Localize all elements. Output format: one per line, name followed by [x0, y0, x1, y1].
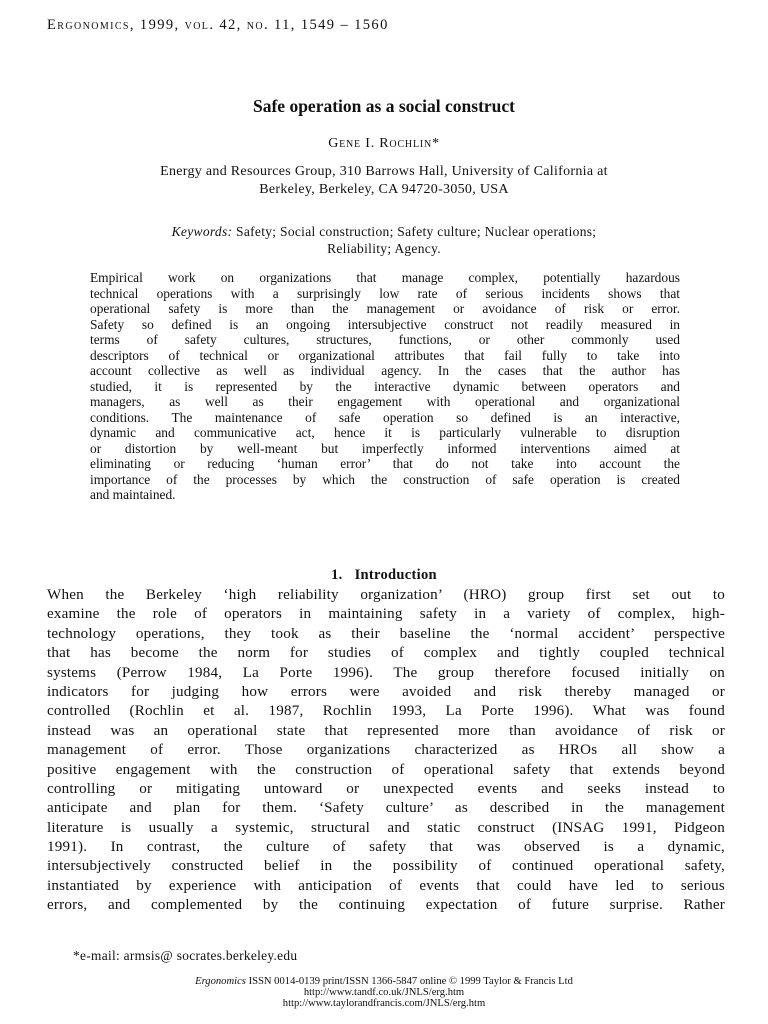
affiliation-line: Energy and Resources Group, 310 Barrows Hall, University of California at: [160, 164, 608, 179]
abstract-line: account collective as well as individual agency. In the cases that the author has: [90, 363, 680, 378]
keywords-line: Reliability; Agency.: [327, 241, 441, 256]
body-line: indicators for judging how errors were avoided and risk thereby managed or: [47, 683, 725, 700]
body-line: that has become the norm for studies of complex and tightly coupled technical: [47, 645, 725, 662]
abstract-line: descriptors of technical or organizational attributes that fail fully to take into: [90, 347, 680, 363]
section-heading: [0, 567, 768, 584]
abstract-line: technical operations with a surprisingly low rate of serious incidents shows that: [90, 285, 680, 301]
publisher-footer: [0, 976, 768, 1009]
abstract-line: dynamic and communicative act, hence it is particularly vulnerable to disruption: [90, 425, 680, 440]
article-title: Safe operation as a social construct: [253, 96, 515, 116]
footer-url-link[interactable]: http://www.taylorandfrancis.com/JNLS/erg.htm: [282, 998, 486, 1009]
body-line: literature is usually a systemic, structural and static construct (INSAG 1991, Pidgeon: [47, 819, 725, 836]
footer-url-link[interactable]: http://www.tandf.co.uk/JNLS/erg.htm: [303, 987, 465, 998]
affiliation-line: Berkeley, Berkeley, CA 94720-3050, USA: [259, 182, 509, 197]
footer-issn: ISSN 0014-0139 print/ISSN 1366-5847 online © 1999 Taylor & Francis Ltd: [248, 976, 573, 987]
body-line: 1991). In contrast, the culture of safety that was observed is a dynamic,: [47, 839, 725, 856]
body-line: errors, and complemented by the continuing expectation of future surprise. Rather: [47, 897, 725, 914]
abstract-line: Empirical work on organizations that manage complex, potentially hazardous: [90, 270, 680, 285]
abstract-line: eliminating or reducing ‘human error’ that do not take into account the: [90, 456, 680, 471]
footer-issn-line: [0, 976, 768, 987]
author-affiliation: [0, 163, 768, 199]
body-line: anticipate and plan for them. ‘Safety culture’ as described in the management: [47, 800, 725, 817]
abstract-line: terms of safety cultures, structures, functions, or other commonly used: [90, 332, 680, 347]
body-line: controlling or mitigating untoward or unexpected events and seeks instead to: [47, 780, 725, 797]
body-line: intersubjectively constructed belief in the possibility of continued operational safety,: [47, 858, 725, 875]
keywords: [0, 223, 768, 257]
abstract-line: conditions. The maintenance of safe operation so defined is an interactive,: [90, 409, 680, 425]
body-line: instantiated by experience with anticipation of events that could have led to serious: [47, 877, 725, 894]
running-head: Ergonomics, 1999, vol. 42, no. 11, 1549 – 1560: [47, 17, 389, 33]
abstract-line: or distortion by well-meant but imperfectly informed interventions aimed at: [90, 440, 680, 456]
body-line: management of error. Those organizations characterized as HROs all show a: [47, 742, 725, 759]
abstract: [90, 270, 680, 503]
keywords-list: Safety; Social construction; Safety culture; Nuclear operations;: [236, 224, 597, 239]
abstract-line: studied, it is represented by the interactive dynamic between operators and: [90, 378, 680, 394]
abstract-line: and maintained.: [90, 487, 176, 502]
body-line: systems (Perrow 1984, La Porte 1996). The group therefore focused initially on: [47, 664, 725, 681]
author-name: Gene I. Rochlin*: [328, 136, 440, 151]
footnote-email: *e-mail: armsis@ socrates.berkeley.edu: [73, 948, 298, 963]
abstract-line: managers, as well as their engagement with operational and organizational: [90, 394, 680, 409]
section-number: 1.: [331, 567, 343, 583]
body-line: technology operations, they took as their baseline the ‘normal accident’ perspective: [47, 625, 725, 642]
body-line: examine the role of operators in maintaining safety in a variety of complex, high-: [47, 606, 725, 623]
abstract-line: operational safety is more than the management or avoidance of risk or error.: [90, 301, 680, 316]
abstract-line: Safety so defined is an ongoing intersubjective construct not readily measured in: [90, 316, 680, 332]
keywords-line: [0, 223, 768, 240]
body-line: When the Berkeley ‘high reliability organization’ (HRO) group first set out to: [47, 587, 725, 603]
body-line: positive engagement with the construction of operational safety that extends beyond: [47, 761, 725, 778]
section-title: Introduction: [354, 567, 437, 583]
footer-journal: Ergonomics: [195, 976, 246, 987]
body-line: instead was an operational state that represented more than avoidance of risk or: [47, 722, 725, 739]
keywords-label: Keywords:: [171, 224, 233, 239]
abstract-line: importance of the processes by which the construction of safe operation is created: [90, 471, 680, 487]
body-text: [47, 586, 725, 916]
body-line: controlled (Rochlin et al. 1987, Rochlin 1993, La Porte 1996). What was found: [47, 703, 725, 720]
